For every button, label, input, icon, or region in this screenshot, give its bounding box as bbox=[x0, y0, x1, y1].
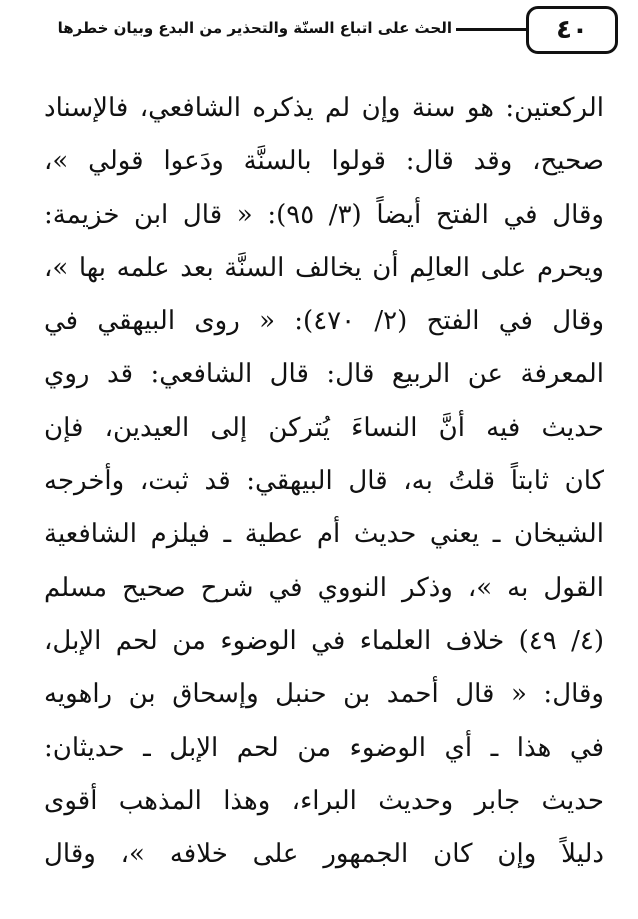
text-line: وقال: « قال أحمد بن حنبل وإسحاق بن راهويه bbox=[44, 679, 604, 710]
header-divider bbox=[456, 28, 526, 31]
text-line: في هذا ـ أي الوضوء من لحم الإبل ـ حديثان: bbox=[44, 732, 604, 763]
text-line: الشيخان ـ يعني حديث أم عطية ـ فيلزم الشافعية bbox=[44, 519, 604, 550]
text-line: صحيح، وقد قال: قولوا بالسنَّة ودَعوا قولي »، bbox=[44, 146, 604, 177]
text-line: ويحرم على العالِم أن يخالف السنَّة بعد علمه بها »، bbox=[44, 252, 604, 283]
text-line: دليلاً وإن كان الجمهور على خلافه »، وقال bbox=[44, 839, 604, 870]
text-line: حديث جابر وحديث البراء، وهذا المذهب أقوى bbox=[44, 785, 604, 816]
text-line: حديث فيه أنَّ النساءَ يُتركن إلى العيدين، فإن bbox=[44, 412, 604, 443]
text-line: (٤/ ٤٩) خلاف العلماء في الوضوء من لحم الإبل، bbox=[44, 625, 604, 656]
running-title: الحث على اتباع السنّة والتحذير من البدع وبيان خطرها bbox=[57, 19, 452, 37]
text-line: وقال في الفتح أيضاً (٣/ ٩٥): « قال ابن خزيمة: bbox=[44, 199, 604, 230]
page-header bbox=[18, 6, 618, 58]
text-line: كان ثابتاً قلتُ به، قال البيهقي: قد ثبت، وأخرجه bbox=[44, 466, 604, 497]
body-text bbox=[44, 82, 604, 881]
page-number: ٤٠ bbox=[526, 6, 618, 54]
text-line: وقال في الفتح (٢/ ٤٧٠): « روى البيهقي في bbox=[44, 306, 604, 337]
text-line: المعرفة عن الربيع قال: قال الشافعي: قد روي bbox=[44, 359, 604, 390]
text-line: الركعتين: هو سنة وإن لم يذكره الشافعي، فالإسناد bbox=[44, 93, 604, 123]
text-line: القول به »، وذكر النووي في شرح صحيح مسلم bbox=[44, 572, 604, 603]
